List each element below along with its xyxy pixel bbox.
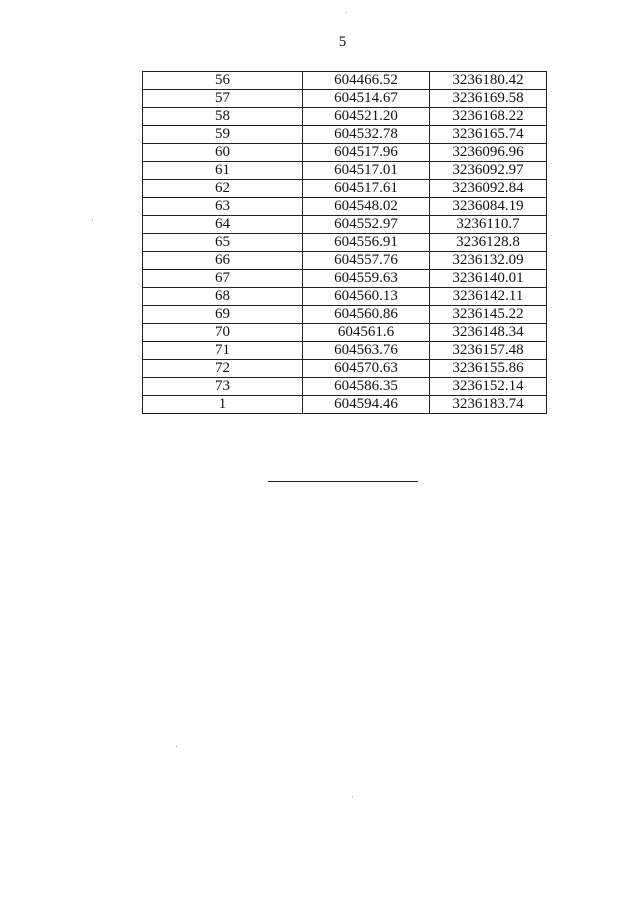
point-number-cell: 56 <box>143 72 303 90</box>
scan-speck <box>92 220 93 221</box>
point-number-cell: 57 <box>143 90 303 108</box>
table-row <box>143 180 547 198</box>
x-coordinate-cell: 604560.86 <box>303 306 430 324</box>
scan-speck <box>346 12 347 13</box>
table-row <box>143 324 547 342</box>
y-coordinate-cell: 3236148.34 <box>430 324 547 342</box>
y-coordinate-cell: 3236155.86 <box>430 360 547 378</box>
table-row <box>143 306 547 324</box>
y-coordinate-cell: 3236157.48 <box>430 342 547 360</box>
x-coordinate-cell: 604563.76 <box>303 342 430 360</box>
table-row <box>143 108 547 126</box>
scan-speck <box>176 746 177 747</box>
point-number-cell: 67 <box>143 270 303 288</box>
x-coordinate-cell: 604514.67 <box>303 90 430 108</box>
x-coordinate-cell: 604521.20 <box>303 108 430 126</box>
y-coordinate-cell: 3236132.09 <box>430 252 547 270</box>
x-coordinate-cell: 604466.52 <box>303 72 430 90</box>
x-coordinate-cell: 604586.35 <box>303 378 430 396</box>
table-row <box>143 342 547 360</box>
point-number-cell: 60 <box>143 144 303 162</box>
y-coordinate-cell: 3236142.11 <box>430 288 547 306</box>
x-coordinate-cell: 604594.46 <box>303 396 430 414</box>
y-coordinate-cell: 3236165.74 <box>430 126 547 144</box>
y-coordinate-cell: 3236096.96 <box>430 144 547 162</box>
y-coordinate-cell: 3236128.8 <box>430 234 547 252</box>
y-coordinate-cell: 3236140.01 <box>430 270 547 288</box>
x-coordinate-cell: 604532.78 <box>303 126 430 144</box>
y-coordinate-cell: 3236092.84 <box>430 180 547 198</box>
y-coordinate-cell: 3236092.97 <box>430 162 547 180</box>
x-coordinate-cell: 604556.91 <box>303 234 430 252</box>
point-number-cell: 70 <box>143 324 303 342</box>
table-row <box>143 270 547 288</box>
table-row <box>143 162 547 180</box>
point-number-cell: 73 <box>143 378 303 396</box>
table-row <box>143 198 547 216</box>
table-row <box>143 144 547 162</box>
x-coordinate-cell: 604570.63 <box>303 360 430 378</box>
table-row <box>143 126 547 144</box>
x-coordinate-cell: 604517.96 <box>303 144 430 162</box>
point-number-cell: 61 <box>143 162 303 180</box>
point-number-cell: 59 <box>143 126 303 144</box>
y-coordinate-cell: 3236152.14 <box>430 378 547 396</box>
point-number-cell: 72 <box>143 360 303 378</box>
y-coordinate-cell: 3236168.22 <box>430 108 547 126</box>
y-coordinate-cell: 3236145.22 <box>430 306 547 324</box>
x-coordinate-cell: 604517.61 <box>303 180 430 198</box>
y-coordinate-cell: 3236183.74 <box>430 396 547 414</box>
x-coordinate-cell: 604548.02 <box>303 198 430 216</box>
x-coordinate-cell: 604561.6 <box>303 324 430 342</box>
table-row <box>143 72 547 90</box>
x-coordinate-cell: 604560.13 <box>303 288 430 306</box>
point-number-cell: 1 <box>143 396 303 414</box>
point-number-cell: 66 <box>143 252 303 270</box>
y-coordinate-cell: 3236110.7 <box>430 216 547 234</box>
table-row <box>143 288 547 306</box>
coordinates-table <box>142 71 547 414</box>
point-number-cell: 65 <box>143 234 303 252</box>
y-coordinate-cell: 3236084.19 <box>430 198 547 216</box>
scan-speck <box>352 796 353 797</box>
point-number-cell: 68 <box>143 288 303 306</box>
table-row <box>143 378 547 396</box>
coordinates-table-body <box>143 72 547 414</box>
x-coordinate-cell: 604557.76 <box>303 252 430 270</box>
x-coordinate-cell: 604517.01 <box>303 162 430 180</box>
table-row <box>143 360 547 378</box>
table-row <box>143 252 547 270</box>
x-coordinate-cell: 604552.97 <box>303 216 430 234</box>
y-coordinate-cell: 3236169.58 <box>430 90 547 108</box>
point-number-cell: 62 <box>143 180 303 198</box>
table-row <box>143 90 547 108</box>
point-number-cell: 69 <box>143 306 303 324</box>
point-number-cell: 63 <box>143 198 303 216</box>
table-row <box>143 396 547 414</box>
table-row <box>143 234 547 252</box>
point-number-cell: 64 <box>143 216 303 234</box>
page-number: 5 <box>338 34 347 50</box>
table-row <box>143 216 547 234</box>
end-divider-line <box>268 481 418 482</box>
y-coordinate-cell: 3236180.42 <box>430 72 547 90</box>
x-coordinate-cell: 604559.63 <box>303 270 430 288</box>
point-number-cell: 71 <box>143 342 303 360</box>
point-number-cell: 58 <box>143 108 303 126</box>
